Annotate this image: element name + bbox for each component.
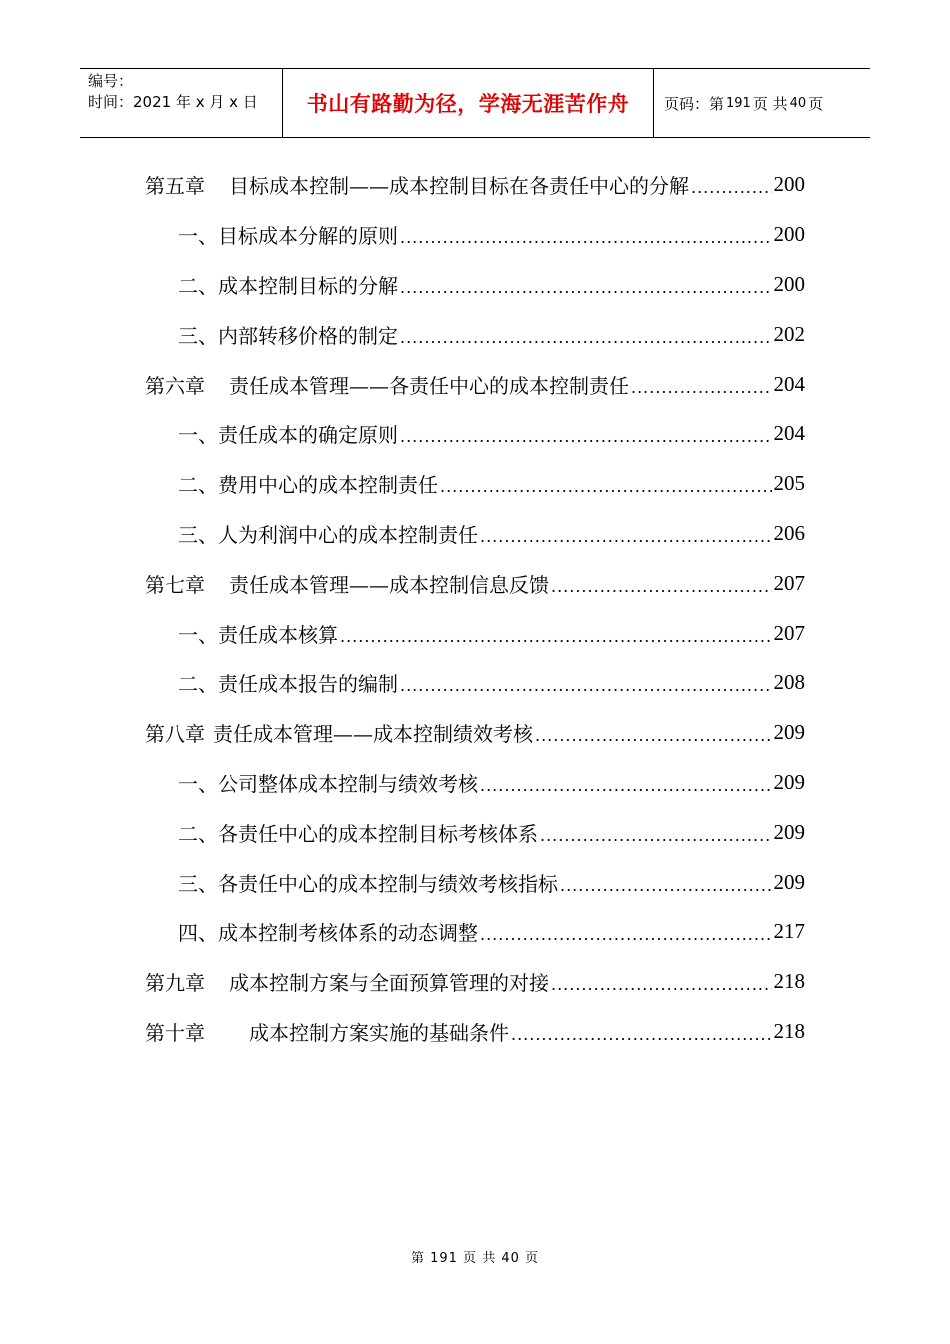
toc-page-number: 205 [773,471,805,496]
toc-entry-title [178,668,398,697]
page-footer: 第 191 页 共 40 页 [410,1251,540,1266]
toc-title-text: 一、目标成本分解的原则 [178,224,398,249]
toc-leader-dots [540,826,772,845]
toc-entry-title [178,419,398,448]
toc-page-number: 200 [773,222,805,247]
toc-entry-title [145,1017,509,1046]
toc-leader-dots [440,477,772,496]
toc-page-number: 206 [773,520,805,545]
toc-page-number: 204 [773,421,805,446]
toc-entry-title [145,370,629,399]
toc-leader-dots [551,975,772,994]
toc-entry[interactable] [145,210,805,260]
toc-title-text: 三、各责任中心的成本控制与绩效考核指标 [178,871,558,896]
toc-entry-title [178,768,478,797]
toc-title-text: 责任成本管理——成本控制信息反馈 [229,572,549,597]
toc-entry[interactable] [145,409,805,459]
toc-title-text: 一、责任成本的确定原则 [178,423,398,448]
toc-page-number: 207 [773,620,805,645]
toc-entry-title [178,818,538,847]
toc-title-text: 三、内部转移价格的制定 [178,323,398,348]
toc-leader-dots [560,876,772,895]
toc-leader-dots [511,1025,772,1044]
toc-leader-dots [340,627,772,646]
toc-entry[interactable] [145,807,805,857]
toc-entry-title [145,569,549,598]
toc-entry[interactable] [145,957,805,1007]
header-page-info [654,69,870,137]
toc-entry[interactable] [145,1007,805,1057]
toc-chapter-label: 第七章 [145,572,205,597]
toc-leader-dots [480,527,772,546]
toc-page-number: 200 [773,172,805,197]
toc-entry-title [178,868,558,897]
toc-chapter-label: 第五章 [145,174,205,199]
toc-page-number: 204 [773,371,805,396]
toc-entry[interactable] [145,857,805,907]
toc-title-text: 成本控制方案与全面预算管理的对接 [229,971,549,996]
toc-leader-dots [480,925,772,944]
toc-page-number: 200 [773,271,805,296]
toc-leader-dots [400,676,772,695]
toc-entry[interactable] [145,160,805,210]
toc-leader-dots [631,378,772,397]
toc-page-number: 209 [773,869,805,894]
toc-page-number: 209 [773,769,805,794]
toc-page-number: 218 [773,969,805,994]
toc-leader-dots [400,328,772,347]
toc-page-number: 218 [773,1018,805,1043]
toc-entry[interactable] [145,459,805,509]
toc-leader-dots [400,278,772,297]
number-label: 编号： [88,72,134,90]
toc-title-text: 二、成本控制目标的分解 [178,273,398,298]
page-total: 40 [789,95,807,111]
toc-entry-title [145,967,549,996]
toc-title-text: 成本控制方案实施的基础条件 [249,1020,509,1045]
toc-chapter-label: 第九章 [145,971,205,996]
toc-entry[interactable] [145,708,805,758]
page-current: 191 [726,95,751,111]
toc-title-text: 一、公司整体成本控制与绩效考核 [178,771,478,796]
header-motto-cell [282,69,654,137]
header-meta [80,69,282,137]
toc-entry[interactable] [145,758,805,808]
toc-entry-title [178,619,338,648]
toc-title-text: 一、责任成本核算 [178,622,338,647]
toc-page-number: 209 [773,819,805,844]
toc-chapter-label: 第六章 [145,373,205,398]
toc-entry[interactable] [145,309,805,359]
toc-entry[interactable] [145,260,805,310]
toc-entry[interactable] [145,558,805,608]
toc-entry-title [178,519,478,548]
toc-title-text: 二、费用中心的成本控制责任 [178,473,438,498]
toc-leader-dots [535,726,772,745]
document-header [80,68,870,138]
toc-title-text: 责任成本管理——成本控制绩效考核 [213,722,533,747]
date-label: 时间：2021 年 x 月 x 日 [88,93,258,111]
page-mid: 页 共 [752,94,788,113]
toc-entry[interactable] [145,359,805,409]
toc-entry-title [178,270,398,299]
toc-page-number: 202 [773,321,805,346]
toc-chapter-label: 第八章 [145,722,205,747]
toc-entry[interactable] [145,509,805,559]
toc-title-text: 二、责任成本报告的编制 [178,672,398,697]
page-suffix: 页 [808,94,824,113]
toc-entry-title [145,718,533,747]
toc-entry-title [178,917,478,946]
toc-page-number: 209 [773,720,805,745]
toc-page-number: 207 [773,570,805,595]
toc-leader-dots [400,228,772,247]
toc-title-text: 二、各责任中心的成本控制目标考核体系 [178,821,538,846]
toc-title-text: 三、人为利润中心的成本控制责任 [178,522,478,547]
toc-leader-dots [691,178,772,197]
toc-page-number: 217 [773,919,805,944]
toc-chapter-label: 第十章 [145,1020,205,1045]
toc-title-text: 责任成本管理——各责任中心的成本控制责任 [229,373,629,398]
toc-entry-title [178,320,398,349]
toc-entry[interactable] [145,658,805,708]
toc-entry[interactable] [145,608,805,658]
toc-entry[interactable] [145,907,805,957]
table-of-contents [145,160,805,1056]
motto: 书山有路勤为径，学海无涯苦作舟 [306,92,630,116]
toc-title-text: 目标成本控制——成本控制目标在各责任中心的分解 [229,174,689,199]
toc-title-text: 四、成本控制考核体系的动态调整 [178,921,478,946]
toc-leader-dots [551,577,772,596]
toc-entry-title [178,469,438,498]
toc-leader-dots [480,776,772,795]
toc-page-number: 208 [773,670,805,695]
toc-leader-dots [400,427,772,446]
page-prefix: 页码：第 [664,94,725,113]
toc-entry-title [178,220,398,249]
toc-entry-title [145,170,689,199]
